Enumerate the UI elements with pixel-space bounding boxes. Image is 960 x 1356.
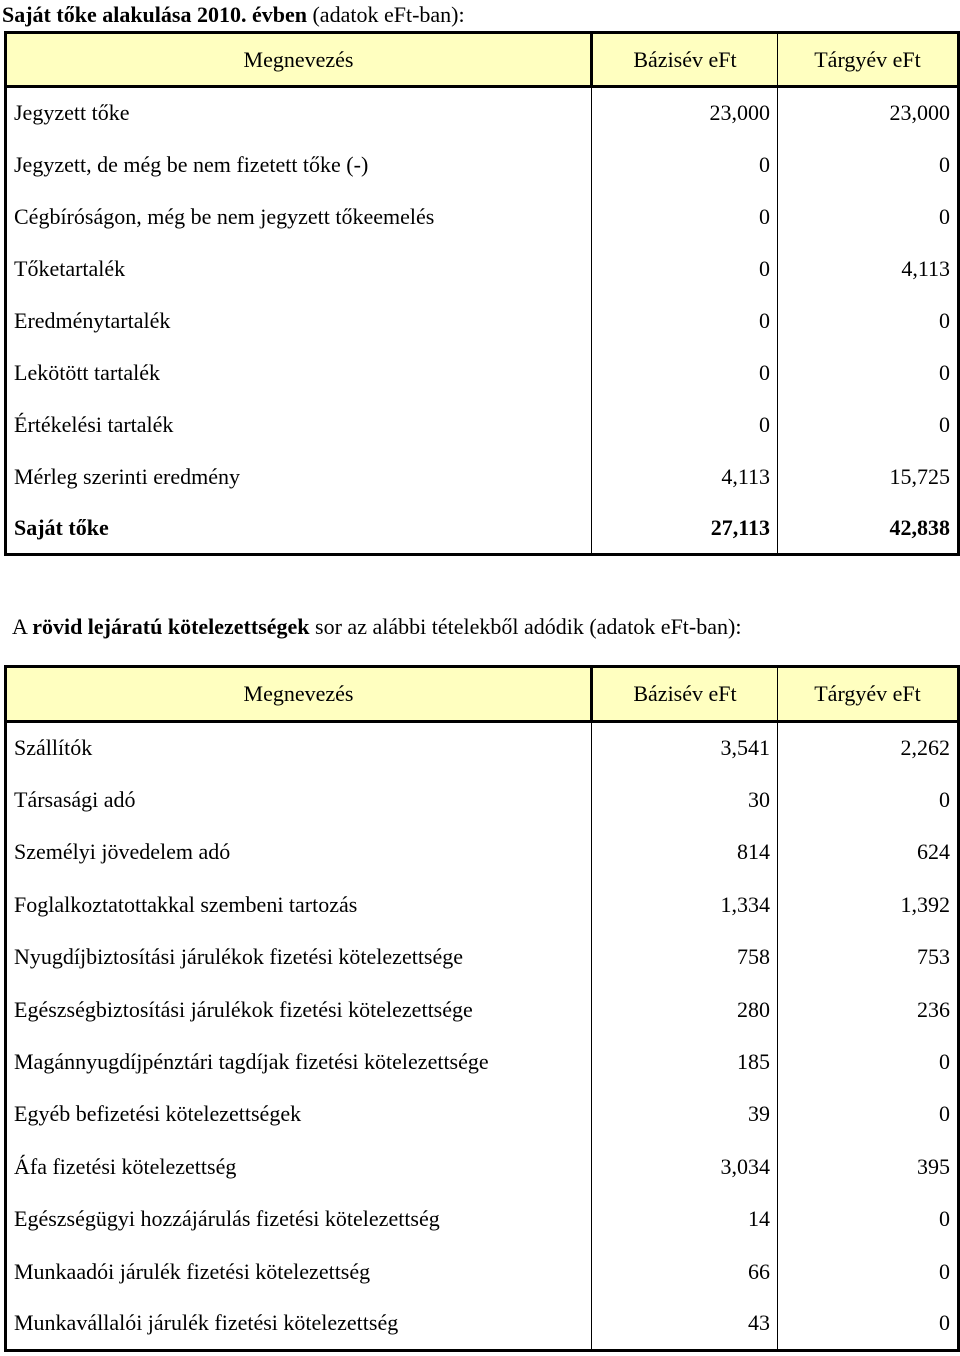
table-header-row [6,667,959,722]
base-year-value: 814 [592,826,778,878]
row-label: Jegyzett tőke [6,87,592,139]
current-year-value: 753 [917,944,950,970]
row-label: Foglalkoztatottakkal szembeni tartozás [6,879,592,931]
row-label: Eredménytartalék [6,295,592,347]
table-row [6,139,959,191]
table-row [6,1141,959,1193]
current-year-value: 0 [939,411,950,437]
base-year-value: 0 [592,347,778,399]
equity-title-bold: Saját tőke alakulása 2010. évben [2,2,307,27]
current-year-value: 236 [917,996,950,1022]
liabilities-intro-pre: A [12,614,33,639]
total-label: Saját tőke [6,503,592,555]
current-year-value: 0 [939,359,950,385]
row-label: Egészségbiztosítási járulékok fizetési kötelezettsége [6,983,592,1035]
table-row [6,1088,959,1140]
base-year-value: 39 [592,1088,778,1140]
current-year-value: 23,000 [889,100,950,126]
table-row [6,931,959,983]
table-row [6,87,959,139]
table-total-row [6,503,959,555]
current-year-value: 0 [939,1206,950,1232]
row-label: Lekötött tartalék [6,347,592,399]
table-row [6,1193,959,1245]
current-year-value: 1,392 [900,891,950,917]
row-label: Egyéb befizetési kötelezettségek [6,1088,592,1140]
column-header-current-year: Tárgyév eFt [778,33,959,87]
table-row [6,774,959,826]
table-row [6,1245,959,1297]
base-year-value: 185 [592,1036,778,1088]
row-label: Egészségügyi hozzájárulás fizetési kötelezettség [6,1193,592,1245]
liabilities-intro-text [12,612,741,642]
liabilities-intro-post: sor az alábbi tételekből adódik (adatok eFt-ban): [309,614,742,639]
column-header-name: Megnevezés [6,667,592,722]
row-label: Munkavállalói járulék fizetési kötelezettség [6,1298,592,1350]
row-label: Magánnyugdíjpénztári tagdíjak fizetési kötelezettsége [6,1036,592,1088]
base-year-value: 43 [592,1298,778,1350]
base-year-value: 14 [592,1193,778,1245]
current-year-value: 0 [939,1310,950,1336]
base-year-value: 0 [592,399,778,451]
table-row [6,191,959,243]
base-year-value: 66 [592,1245,778,1297]
row-label: Jegyzett, de még be nem fizetett tőke (-) [6,139,592,191]
column-header-base-year: Bázisév eFt [592,33,778,87]
base-year-value: 30 [592,774,778,826]
table-row [6,1036,959,1088]
table-row [6,1298,959,1350]
total-base-year-value: 27,113 [592,503,778,555]
row-label: Áfa fizetési kötelezettség [6,1141,592,1193]
current-year-value: 0 [939,1258,950,1284]
base-year-value: 0 [592,139,778,191]
column-header-current-year: Tárgyév eFt [778,667,959,722]
base-year-value: 1,334 [592,879,778,931]
equity-title-rest: (adatok eFt-ban): [306,2,465,27]
table-row [6,347,959,399]
current-year-value: 4,113 [901,255,950,281]
total-current-year-value: 42,838 [889,514,950,540]
column-header-name: Megnevezés [6,33,592,87]
liabilities-table [4,665,960,1352]
row-label: Értékelési tartalék [6,399,592,451]
current-year-value: 2,262 [900,735,950,761]
row-label: Cégbíróságon, még be nem jegyzett tőkeemelés [6,191,592,243]
current-year-value: 0 [939,1049,950,1075]
equity-table [4,31,960,556]
table-header-row [6,33,959,87]
base-year-value: 4,113 [592,451,778,503]
table-row [6,826,959,878]
current-year-value: 0 [939,787,950,813]
current-year-value: 0 [939,151,950,177]
row-label: Munkaadói járulék fizetési kötelezettség [6,1245,592,1297]
liabilities-intro-bold: rövid lejáratú kötelezettségek [32,614,310,639]
table-row [6,983,959,1035]
current-year-value: 0 [939,203,950,229]
row-label: Tőketartalék [6,243,592,295]
table-row [6,451,959,503]
row-label: Személyi jövedelem adó [6,826,592,878]
current-year-value: 0 [939,1101,950,1127]
table-row [6,295,959,347]
current-year-value: 15,725 [889,463,950,489]
base-year-value: 0 [592,243,778,295]
row-label: Nyugdíjbiztosítási járulékok fizetési kötelezettsége [6,931,592,983]
table-row [6,243,959,295]
table-row [6,722,959,774]
table-row [6,399,959,451]
base-year-value: 23,000 [592,87,778,139]
current-year-value: 0 [939,307,950,333]
row-label: Társasági adó [6,774,592,826]
table-row [6,879,959,931]
row-label: Szállítók [6,722,592,774]
base-year-value: 758 [592,931,778,983]
equity-section-title [2,0,465,34]
row-label: Mérleg szerinti eredmény [6,451,592,503]
current-year-value: 395 [917,1153,950,1179]
base-year-value: 0 [592,191,778,243]
base-year-value: 280 [592,983,778,1035]
base-year-value: 3,034 [592,1141,778,1193]
base-year-value: 0 [592,295,778,347]
column-header-base-year: Bázisév eFt [592,667,778,722]
base-year-value: 3,541 [592,722,778,774]
current-year-value: 624 [917,839,950,865]
